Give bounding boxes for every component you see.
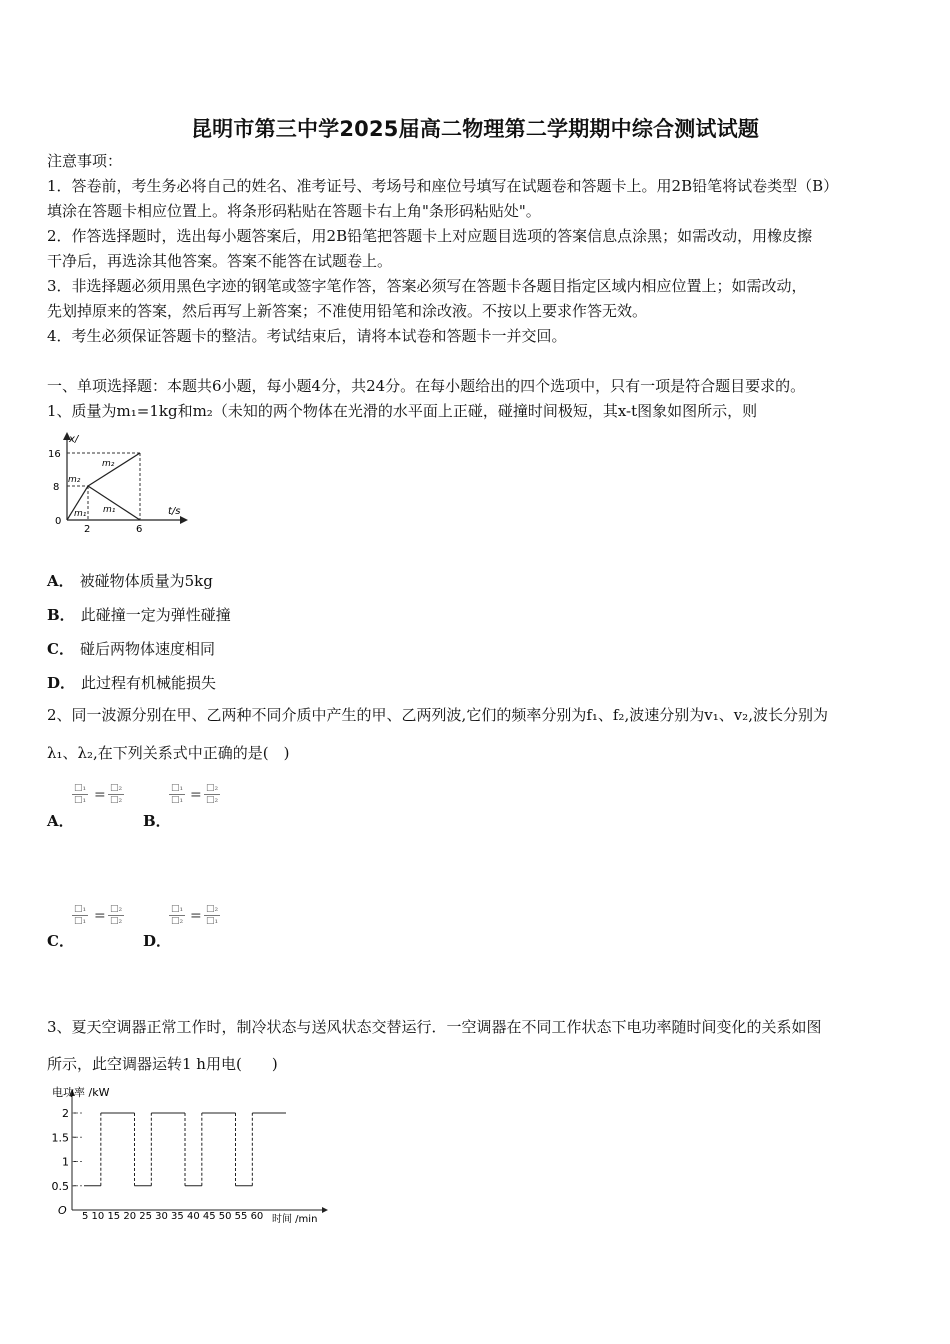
q2-option-d-label[interactable]: D． — [143, 932, 172, 950]
q1-option-a[interactable]: A． 被碰物体质量为5kg — [47, 572, 213, 590]
q2-c-equals: = — [94, 908, 106, 924]
q2-c-frac-right: □₂ □₂ — [110, 904, 123, 926]
q2-option-c-label[interactable]: C． — [47, 932, 74, 950]
q2-option-b-label[interactable]: B． — [143, 812, 171, 830]
notice-line: 填涂在答题卡相应位置上。将条形码粘贴在答题卡右上角"条形码粘贴处"。 — [47, 202, 541, 220]
label-m2-after: m₂ — [102, 459, 115, 469]
y-axis-label: x/ — [69, 434, 79, 445]
y-tick-label: 0.5 — [51, 1179, 69, 1193]
x-tick-2: 2 — [84, 524, 91, 535]
notice-line: 1．答卷前，考生务必将自己的姓名、准考证号、考场号和座位号填写在试题卷和答题卡上。用2B铅笔将试卷类型（B） — [47, 177, 839, 195]
y-tick-label: 1 — [62, 1155, 69, 1169]
question-2-stem-cont: λ₁、λ₂,在下列关系式中正确的是( ) — [47, 744, 290, 762]
notice-line: 2．作答选择题时，选出每小题答案后，用2B铅笔把答题卡上对应题目选项的答案信息点涂黑；如需改动，用橡皮擦 — [47, 227, 813, 245]
origin-label: O — [58, 1204, 67, 1217]
q1-xt-graph — [40, 430, 190, 540]
x-axis-label: 时间 /min — [272, 1214, 318, 1225]
y-axis-label: 电功率 /kW — [52, 1086, 110, 1099]
section-heading: 一、单项选择题：本题共6小题，每小题4分，共24分。在每小题给出的四个选项中，只有一项是符合题目要求的。 — [47, 377, 806, 395]
origin-label: 0 — [55, 516, 62, 527]
y-tick-label: 1.5 — [51, 1131, 69, 1145]
q2-b-frac-left: □₁ □₁ — [171, 783, 184, 805]
q2-b-frac-right: □₂ □₂ — [206, 783, 219, 805]
question-2-stem: 2、同一波源分别在甲、乙两种不同介质中产生的甲、乙两列波,它们的频率分别为f₁、f₂,波速分别为v₁、v₂,波长分别为 — [47, 706, 828, 724]
q3-power-chart — [40, 1080, 330, 1228]
notice-line: 4．考生必须保证答题卡的整洁。考试结束后，请将本试卷和答题卡一并交回。 — [47, 327, 567, 345]
y-tick-8: 8 — [53, 482, 60, 493]
q2-d-frac-left: □₁ □₂ — [171, 904, 184, 926]
question-3-stem: 3、夏天空调器正常工作时，制冷状态与送风状态交替运行．一空调器在不同工作状态下电功率随时间变化的关系如图 — [47, 1018, 822, 1036]
label-m1-before: m₁ — [74, 509, 87, 519]
x-tick-6: 6 — [136, 524, 143, 535]
q2-c-frac-left: □₁ □₁ — [74, 904, 87, 926]
q2-b-equals: = — [190, 787, 202, 803]
q2-option-a-label[interactable]: A． — [47, 812, 74, 830]
m2-after-line — [88, 453, 140, 486]
page-title: 昆明市第三中学2025届高二物理第二学期期中综合测试试题 — [190, 117, 760, 141]
q2-a-frac-right: □₂ □₂ — [110, 783, 123, 805]
x-tick-labels: 5 10 15 20 25 30 35 40 45 50 55 60 — [82, 1211, 264, 1222]
x-axis-arrow — [180, 516, 188, 524]
notice-line: 干净后，再选涂其他答案。答案不能答在试题卷上。 — [47, 252, 393, 270]
question-3-stem-cont: 所示，此空调器运转1 h用电( ) — [47, 1055, 278, 1073]
q1-option-d[interactable]: D． 此过程有机械能损失 — [47, 674, 217, 692]
y-tick-label: 2 — [62, 1107, 69, 1120]
notice-heading: 注意事项： — [47, 152, 123, 170]
label-m2-before: m₂ — [68, 475, 81, 485]
label-m1-after: m₁ — [103, 505, 116, 515]
q2-d-equals: = — [190, 908, 202, 924]
q2-d-frac-right: □₂ □₁ — [206, 904, 219, 926]
x-axis-arrow — [322, 1207, 328, 1213]
y-tick-16: 16 — [48, 449, 61, 460]
notice-line: 3．非选择题必须用黑色字迹的钢笔或签字笔作答，答案必须写在答题卡各题目指定区域内相应位置上；如需改动， — [47, 277, 807, 295]
q2-a-equals: = — [94, 787, 106, 803]
q2-a-frac-left: □₁ □₁ — [74, 783, 87, 805]
q1-option-b[interactable]: B． 此碰撞一定为弹性碰撞 — [47, 606, 231, 624]
notice-line: 先划掉原来的答案，然后再写上新答案；不准使用铅笔和涂改液。不按以上要求作答无效。 — [47, 302, 648, 320]
q1-option-c[interactable]: C． 碰后两物体速度相同 — [47, 640, 215, 658]
x-axis-label: t/s — [168, 506, 181, 517]
question-1-stem: 1、质量为m₁=1kg和m₂（未知的两个物体在光滑的水平面上正碰，碰撞时间极短，其x-t图象如图所示，则 — [47, 402, 758, 420]
